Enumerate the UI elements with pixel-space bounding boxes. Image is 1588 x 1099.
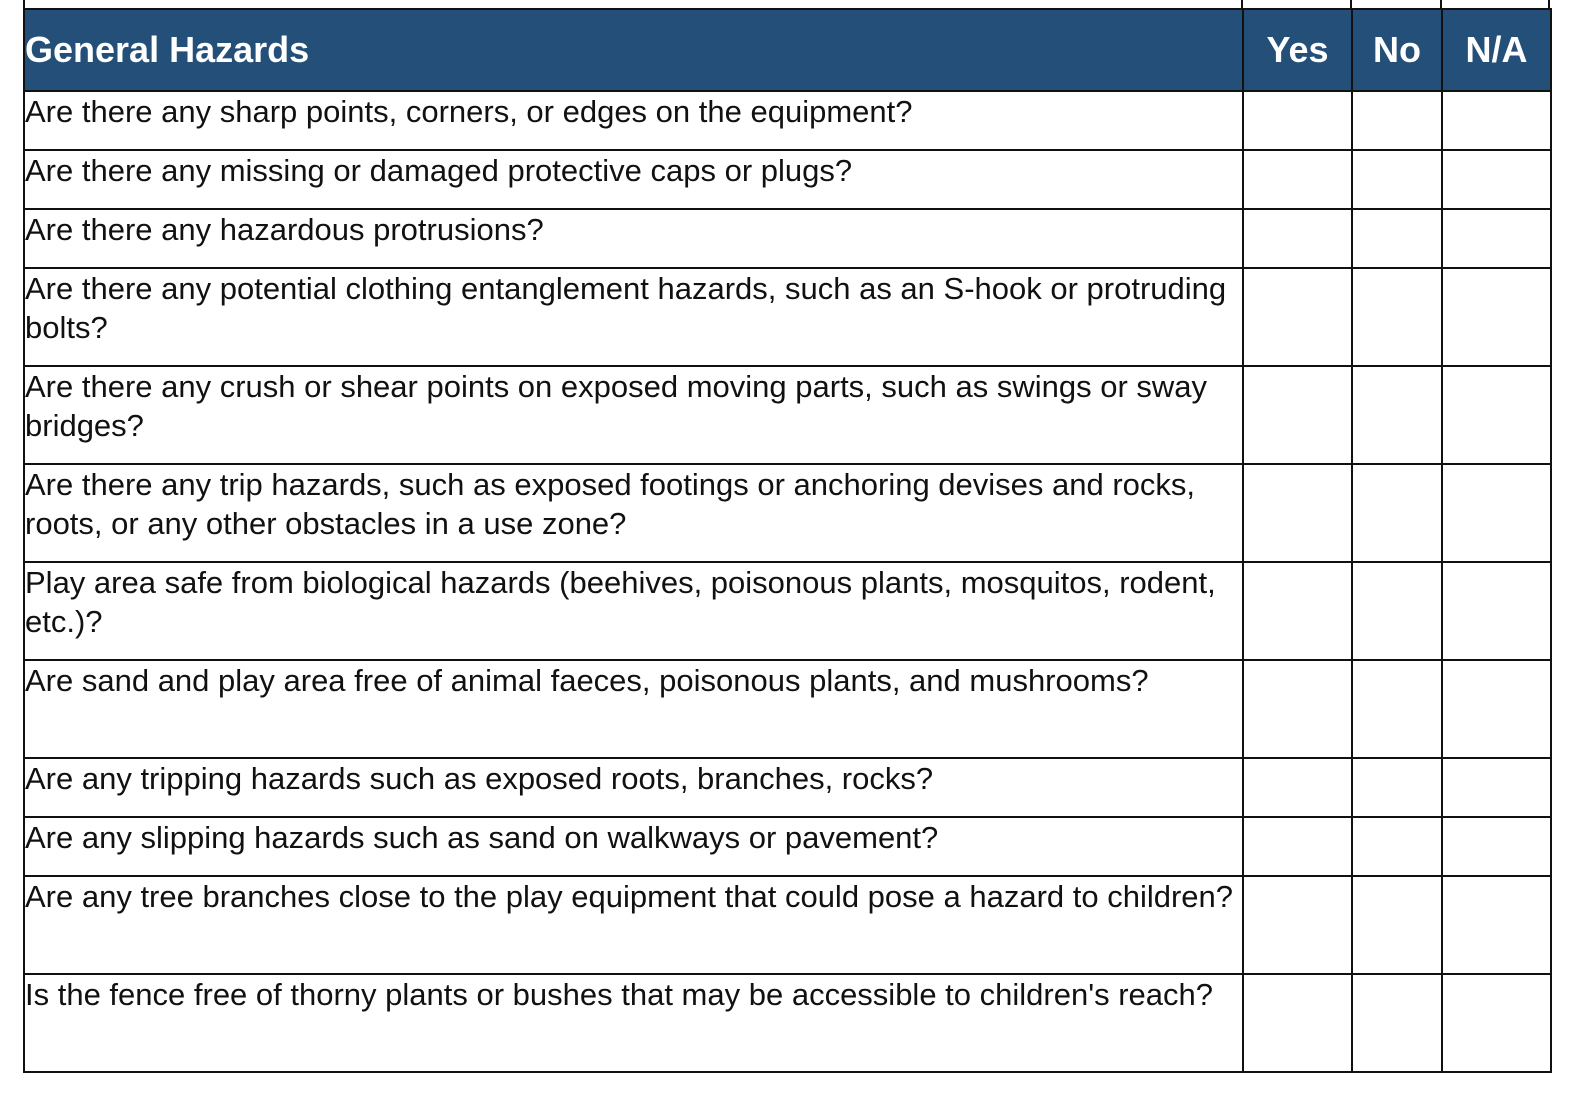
no-answer-cell[interactable]: [1352, 209, 1442, 268]
na-answer-cell[interactable]: [1442, 464, 1551, 562]
yes-answer-cell[interactable]: [1243, 562, 1352, 660]
table-row: [24, 268, 1551, 366]
no-answer-cell[interactable]: [1352, 150, 1442, 209]
no-answer-cell[interactable]: [1352, 366, 1442, 464]
table-row: [24, 660, 1551, 758]
na-answer-cell[interactable]: [1442, 91, 1551, 150]
section-title: General Hazards: [24, 9, 1243, 91]
yes-answer-cell[interactable]: [1243, 817, 1352, 876]
table-row: [24, 758, 1551, 817]
question-text: Are any tripping hazards such as exposed roots, branches, rocks?: [24, 758, 1243, 817]
question-text: Are there any sharp points, corners, or edges on the equipment?: [24, 91, 1243, 150]
na-answer-cell[interactable]: [1442, 366, 1551, 464]
na-answer-cell[interactable]: [1442, 209, 1551, 268]
table-top-border-stub: [23, 0, 1550, 8]
yes-answer-cell[interactable]: [1243, 209, 1352, 268]
yes-answer-cell[interactable]: [1243, 91, 1352, 150]
no-answer-cell[interactable]: [1352, 758, 1442, 817]
table-row: [24, 91, 1551, 150]
yes-column-header: Yes: [1243, 9, 1352, 91]
no-answer-cell[interactable]: [1352, 660, 1442, 758]
yes-answer-cell[interactable]: [1243, 876, 1352, 974]
question-text: Play area safe from biological hazards (beehives, poisonous plants, mosquitos, rodent, etc.)?: [24, 562, 1243, 660]
no-column-header: No: [1352, 9, 1442, 91]
no-answer-cell[interactable]: [1352, 268, 1442, 366]
table-row: [24, 876, 1551, 974]
question-text: Are there any hazardous protrusions?: [24, 209, 1243, 268]
na-answer-cell[interactable]: [1442, 268, 1551, 366]
question-text: Is the fence free of thorny plants or bushes that may be accessible to children's reach?: [24, 974, 1243, 1072]
yes-answer-cell[interactable]: [1243, 268, 1352, 366]
na-answer-cell[interactable]: [1442, 660, 1551, 758]
question-text: Are there any potential clothing entanglement hazards, such as an S-hook or protruding bolts?: [24, 268, 1243, 366]
table-row: [24, 562, 1551, 660]
question-text: Are there any crush or shear points on exposed moving parts, such as swings or sway bridges?: [24, 366, 1243, 464]
yes-answer-cell[interactable]: [1243, 974, 1352, 1072]
table-row: [24, 974, 1551, 1072]
question-text: Are there any trip hazards, such as exposed footings or anchoring devises and rocks, roots, or any other obstacles in a use zone?: [24, 464, 1243, 562]
table-row: [24, 464, 1551, 562]
no-answer-cell[interactable]: [1352, 562, 1442, 660]
yes-answer-cell[interactable]: [1243, 150, 1352, 209]
table-row: [24, 150, 1551, 209]
yes-answer-cell[interactable]: [1243, 660, 1352, 758]
na-answer-cell[interactable]: [1442, 758, 1551, 817]
no-answer-cell[interactable]: [1352, 817, 1442, 876]
table-row: [24, 366, 1551, 464]
question-text: Are sand and play area free of animal faeces, poisonous plants, and mushrooms?: [24, 660, 1243, 758]
yes-answer-cell[interactable]: [1243, 758, 1352, 817]
question-text: Are there any missing or damaged protective caps or plugs?: [24, 150, 1243, 209]
no-answer-cell[interactable]: [1352, 464, 1442, 562]
no-answer-cell[interactable]: [1352, 876, 1442, 974]
no-answer-cell[interactable]: [1352, 974, 1442, 1072]
table-row: [24, 209, 1551, 268]
table-header-row: [24, 9, 1551, 91]
na-answer-cell[interactable]: [1442, 562, 1551, 660]
yes-answer-cell[interactable]: [1243, 366, 1352, 464]
na-answer-cell[interactable]: [1442, 150, 1551, 209]
general-hazards-table: [23, 8, 1552, 1073]
na-answer-cell[interactable]: [1442, 876, 1551, 974]
question-text: Are any tree branches close to the play equipment that could pose a hazard to children?: [24, 876, 1243, 974]
na-column-header: N/A: [1442, 9, 1551, 91]
table-row: [24, 817, 1551, 876]
question-text: Are any slipping hazards such as sand on walkways or pavement?: [24, 817, 1243, 876]
na-answer-cell[interactable]: [1442, 974, 1551, 1072]
na-answer-cell[interactable]: [1442, 817, 1551, 876]
yes-answer-cell[interactable]: [1243, 464, 1352, 562]
no-answer-cell[interactable]: [1352, 91, 1442, 150]
